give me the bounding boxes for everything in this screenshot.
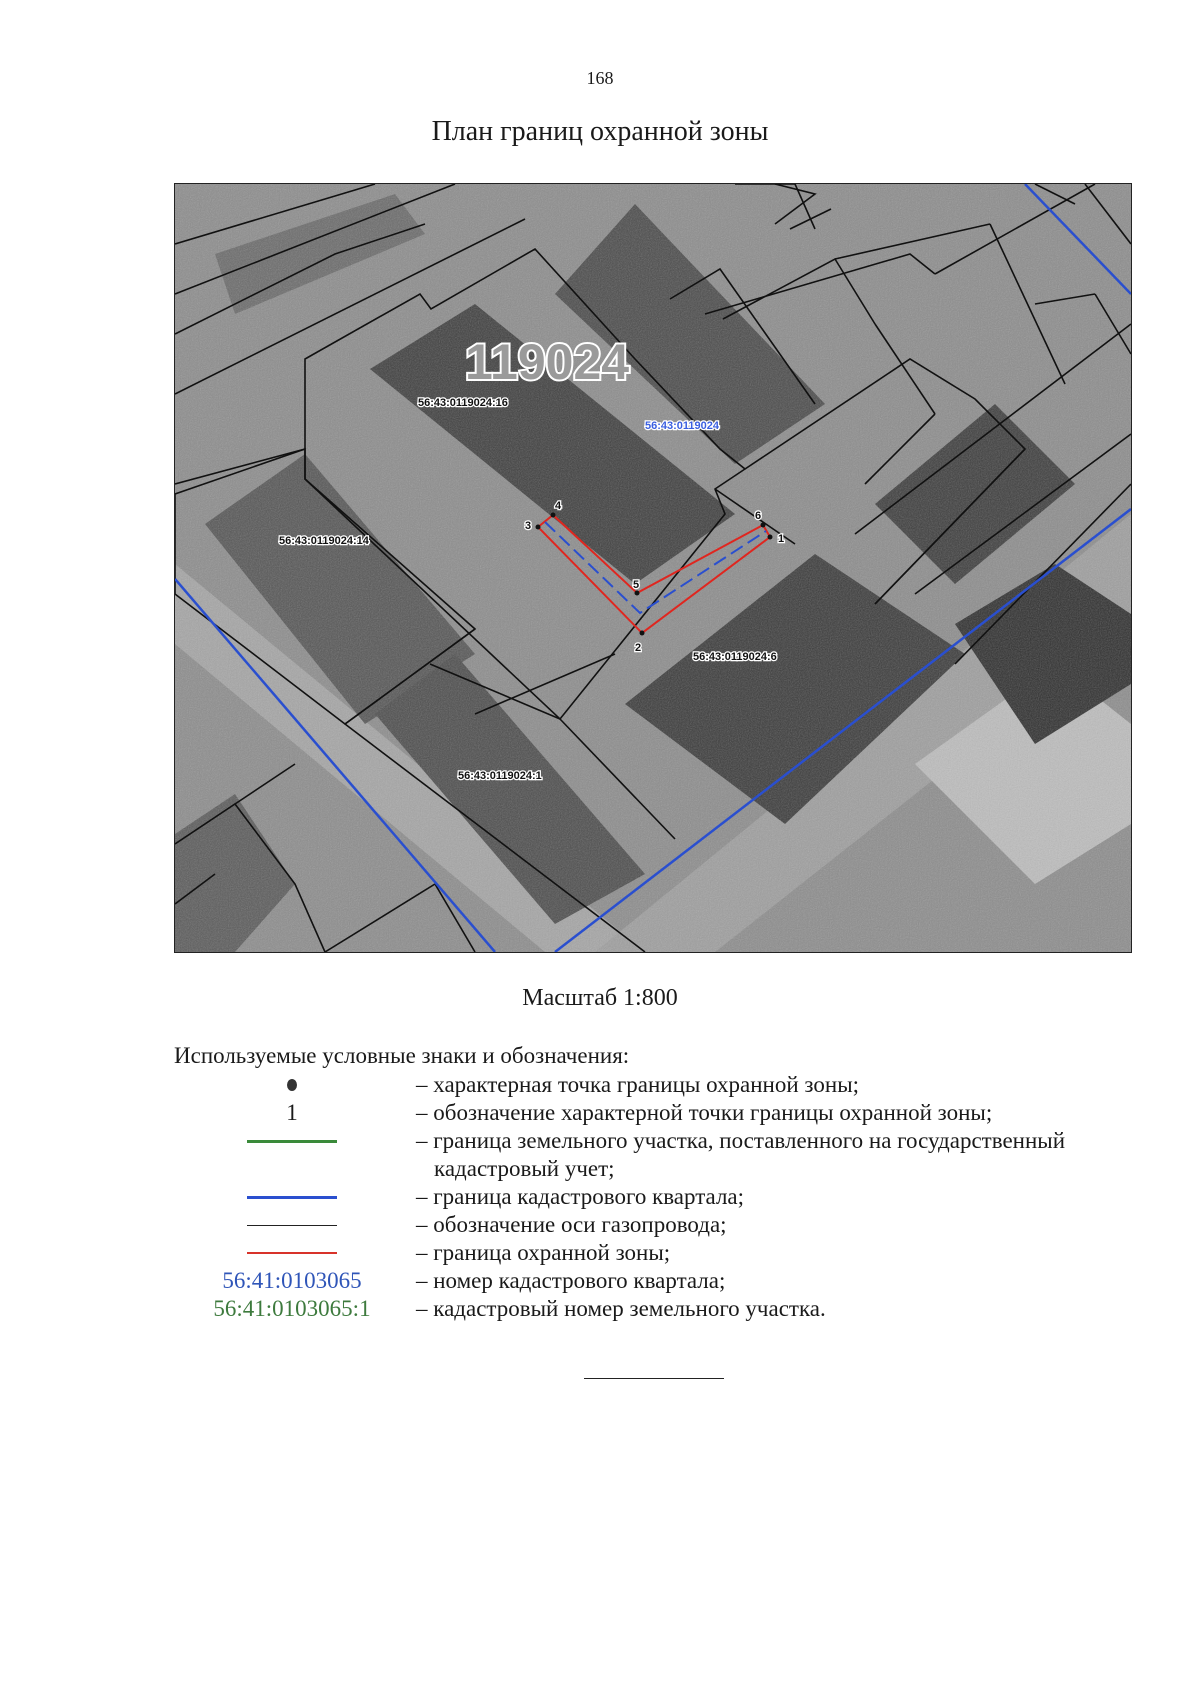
blue-line-icon: [247, 1196, 337, 1199]
legend-desc: – граница кадастрового квартала;: [416, 1184, 745, 1209]
legend-title: Используемые условные знаки и обозначения:: [174, 1043, 630, 1068]
legend-item-parcel-boundary: [174, 1127, 1134, 1183]
boundary-point-1: [768, 535, 773, 540]
legend-item-quarter-boundary: [174, 1183, 1134, 1211]
end-divider: [584, 1378, 724, 1379]
aerial-imagery: [175, 184, 1131, 952]
boundary-point-6: [761, 523, 766, 528]
legend-symbol-text: 1: [286, 1100, 298, 1125]
legend-item-point-label: [174, 1099, 1134, 1127]
black-line-icon: [247, 1225, 337, 1226]
point-label-5: 5: [633, 579, 640, 591]
legend-desc: – обозначение характерной точки границы охранной зоны;: [416, 1100, 993, 1125]
legend-item-parcel-number: [174, 1295, 1134, 1323]
green-line-icon: [247, 1140, 337, 1143]
boundary-point-2: [640, 631, 645, 636]
page-title: План границ охранной зоны: [431, 116, 769, 147]
parcel-label-16: 56:43:0119024:16: [418, 397, 508, 409]
parcel-label-1: 56:43:0119024:1: [458, 770, 542, 782]
point-label-1: 1: [778, 533, 785, 545]
legend-item-protection-zone: [174, 1239, 1134, 1267]
legend-desc: – характерная точка границы охранной зоны;: [416, 1072, 860, 1097]
boundary-point-3: [536, 525, 541, 530]
page-number: 168: [586, 68, 614, 88]
point-label-6: 6: [755, 510, 762, 522]
legend-item-pipeline-axis: [174, 1211, 1134, 1239]
legend-desc: – номер кадастрового квартала;: [416, 1268, 726, 1293]
legend-desc: – обозначение оси газопровода;: [416, 1212, 727, 1237]
dot-icon: [287, 1079, 297, 1091]
quarter-number-label: 56:43:0119024: [645, 420, 720, 432]
boundary-point-5: [635, 591, 640, 596]
legend-desc: – кадастровый номер земельного участка.: [416, 1296, 826, 1321]
cadastral-map: [174, 183, 1132, 953]
legend-desc: – граница охранной зоны;: [416, 1240, 671, 1265]
legend-symbol-text: 56:41:0103065: [222, 1268, 362, 1293]
legend-item-quarter-number: [174, 1267, 1134, 1295]
parcel-label-6: 56:43:0119024:6: [693, 651, 777, 663]
point-label-4: 4: [555, 500, 562, 512]
point-label-2: 2: [635, 642, 642, 654]
red-line-icon: [247, 1252, 337, 1254]
quarter-big-label: 119024: [465, 334, 630, 390]
legend-desc-continued: кадастровый учет;: [434, 1156, 615, 1181]
parcel-label-14: 56:43:0119024:14: [279, 535, 369, 547]
legend-desc: – граница земельного участка, поставленного на государственный: [416, 1128, 1066, 1153]
legend-symbol-text: 56:41:0103065:1: [213, 1296, 371, 1321]
scale-caption: Масштаб 1:800: [522, 985, 678, 1011]
legend-item-point: [174, 1071, 1134, 1099]
boundary-point-4: [551, 513, 556, 518]
point-label-3: 3: [525, 520, 532, 532]
